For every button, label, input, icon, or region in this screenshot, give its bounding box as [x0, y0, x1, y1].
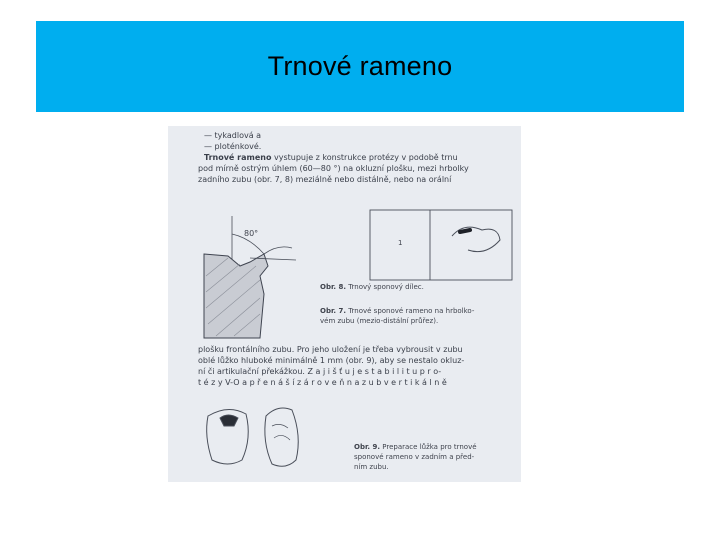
caption-obr-7	[320, 306, 474, 316]
fig7-box-label: 1	[398, 239, 403, 247]
fig9-teeth-drawing	[207, 408, 299, 466]
scan-text-line: pod mírně ostrým úhlem (60—80 °) na okluzní plošku, mezi hrbolky	[198, 164, 469, 173]
title-bar	[36, 21, 684, 112]
caption-obr-8	[320, 282, 424, 292]
caption-8-text: Trnový sponový dílec.	[348, 283, 424, 291]
scan-text-line	[204, 152, 458, 163]
scan-text-line: ní či artikulační překážkou. Z a j i š ť u j e s t a b i l i t u p r o-	[198, 367, 442, 376]
caption-9-line: ním zubu.	[354, 463, 389, 471]
caption-7-number: Obr. 7.	[320, 307, 347, 315]
scanned-page-image	[168, 126, 521, 482]
caption-9-line: Preparace lůžka pro trnové	[382, 443, 477, 451]
scan-text-line: — ploténkové.	[204, 142, 262, 151]
caption-obr-9	[354, 442, 477, 452]
caption-8-number: Obr. 8.	[320, 283, 347, 291]
scan-text-line: t é z y V-O a p ř e n á š í z á r o v e ň n a z u b v e r t i k á l n ě	[198, 378, 447, 387]
caption-9-line: sponové rameno v zadním a před-	[354, 453, 475, 461]
scan-text-line: plošku frontálního zubu. Pro jeho uložení je třeba vybrousit v zubu	[198, 345, 463, 354]
scan-text-line: zadního zubu (obr. 7, 8) meziálně nebo distálně, nebo na orální	[198, 175, 452, 184]
caption-7-line: vém zubu (mezio-distální průřez).	[320, 317, 439, 325]
slide-title: Trnové rameno	[267, 51, 453, 81]
fig8-angle-label: 80°	[244, 229, 259, 238]
scan-bold-term: Trnové rameno	[204, 153, 272, 162]
caption-9-number: Obr. 9.	[354, 443, 381, 451]
scan-text-rest: vystupuje z konstrukce protézy v podobě trnu	[273, 153, 458, 162]
scan-text-line: — tykadlová a	[204, 131, 262, 140]
fig7-box-drawing	[370, 210, 512, 280]
caption-7-line: Trnové sponové rameno na hrbolko-	[348, 307, 475, 315]
scan-text-line: oblé lůžko hluboké minimálně 1 mm (obr. 9), aby se nestalo okluz-	[198, 356, 465, 365]
